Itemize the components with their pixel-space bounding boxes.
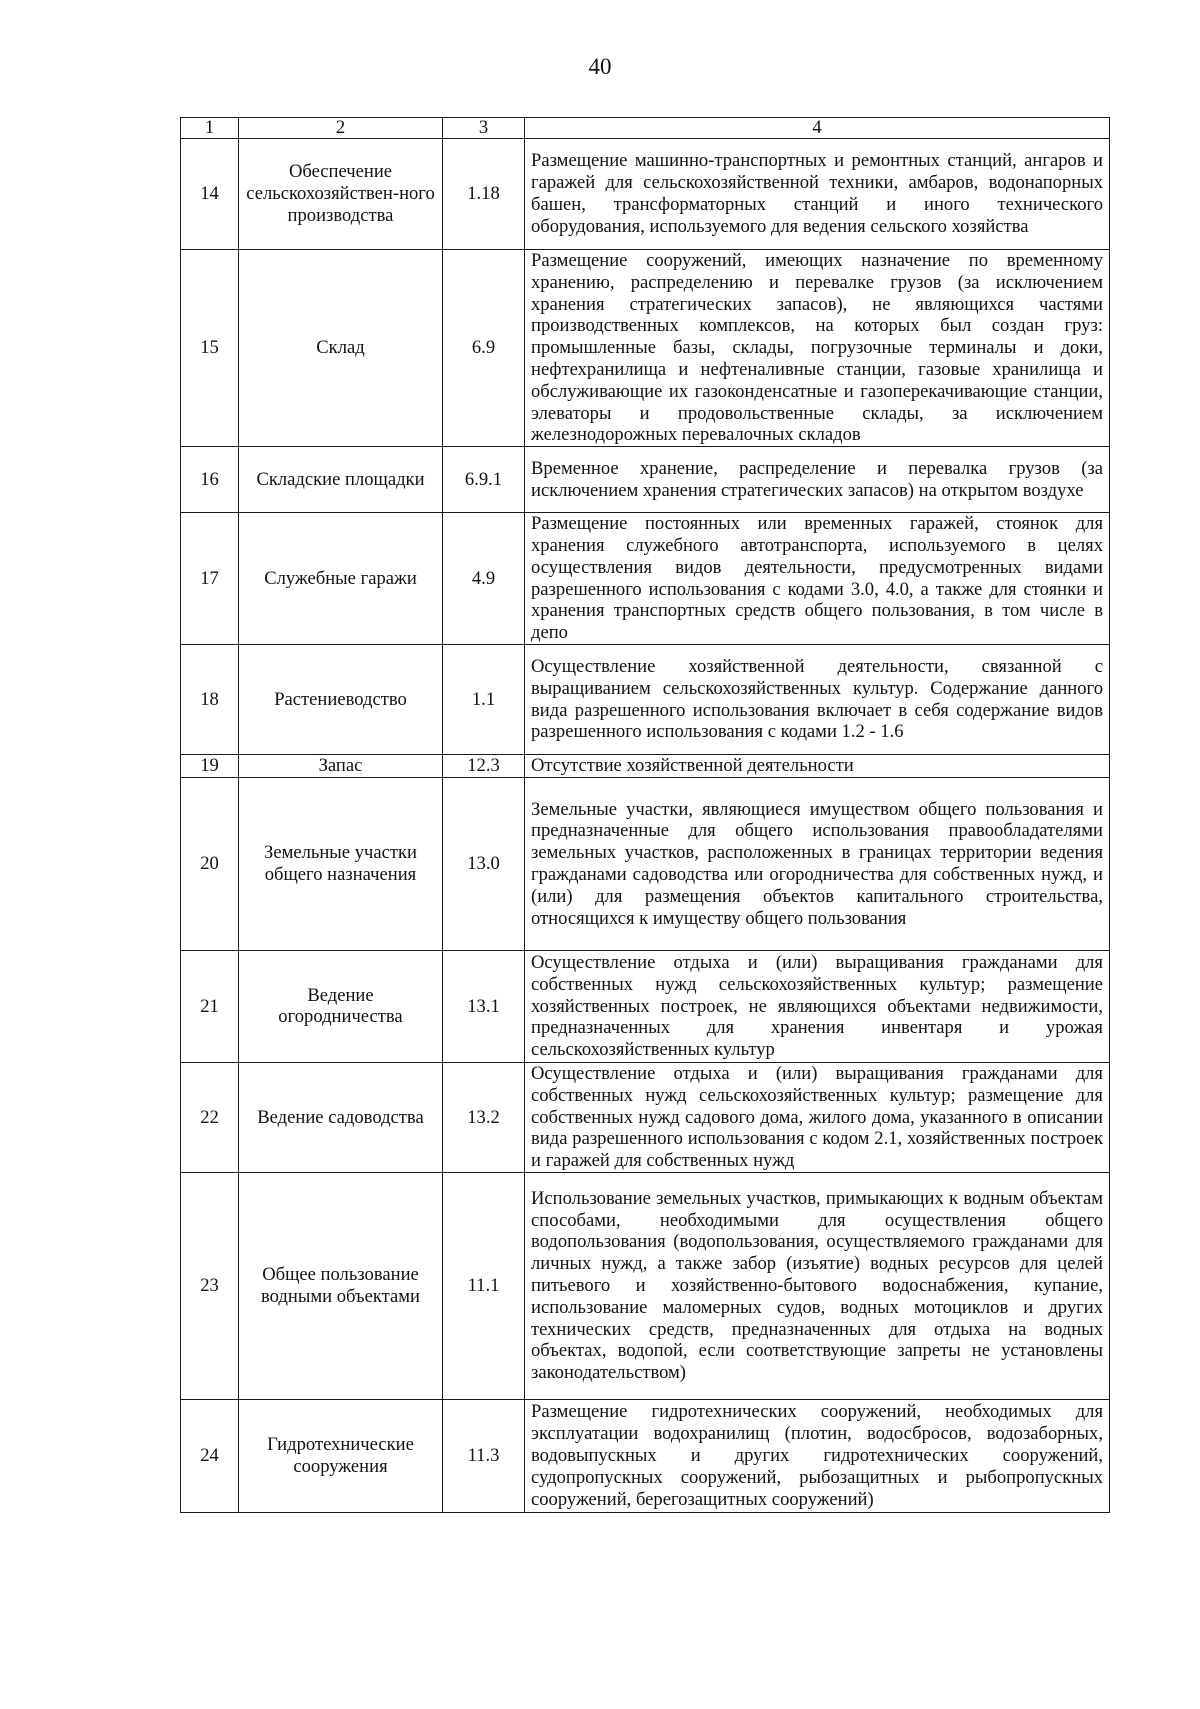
header-cell-2: 2 — [239, 118, 443, 139]
use-type-name: Склад — [239, 250, 443, 447]
use-type-code: 6.9 — [443, 250, 525, 447]
use-type-name: Обеспечение сельскохозяйствен-ного производства — [239, 139, 443, 250]
use-type-name: Земельные участки общего назначения — [239, 777, 443, 950]
use-type-name: Складские площадки — [239, 447, 443, 513]
use-type-description: Временное хранение, распределение и перевалка грузов (за исключением хранения стратегических запасов) на открытом воздухе — [525, 447, 1110, 513]
table-row — [181, 777, 1110, 950]
use-type-name: Гидротехнические сооружения — [239, 1399, 443, 1512]
use-type-name: Растениеводство — [239, 645, 443, 755]
table-row — [181, 250, 1110, 447]
use-type-description: Земельные участки, являющиеся имуществом общего пользования и предназначенные для общего использования правообладателями земельных участков, расположенных в границах территории ведения гражданами садоводства или огородничества для собственных нужд, и (или) для размещения объектов капитального строительства, относящихся к имуществу общего пользования — [525, 777, 1110, 950]
use-type-description: Размещение гидротехнических сооружений, необходимых для эксплуатации водохранилищ (плотин, водосбросов, водозаборных, водовыпускных и других гидротехнических сооружений, судопропускных сооружений, рыбозащитных и рыбопропускных сооружений, берегозащитных сооружений) — [525, 1399, 1110, 1512]
table-row — [181, 447, 1110, 513]
use-type-description: Размещение постоянных или временных гаражей, стоянок для хранения служебного автотранспорта, используемого в целях осуществления видов деятельности, предусмотренных видами разрешенного использования с кодами 3.0, 4.0, а также для стоянки и хранения транспортных средств общего пользования, в том числе в депо — [525, 513, 1110, 645]
use-type-code: 1.18 — [443, 139, 525, 250]
table-row — [181, 950, 1110, 1062]
use-type-description: Осуществление хозяйственной деятельности, связанной с выращиванием сельскохозяйственных культур. Содержание данного вида разрешенного использования включает в себя содержание видов разрешенного использования с кодами 1.2 - 1.6 — [525, 645, 1110, 755]
table-header-row — [181, 118, 1110, 139]
row-number: 22 — [181, 1062, 239, 1172]
row-number: 19 — [181, 755, 239, 778]
land-use-table — [180, 117, 1110, 1513]
use-type-name: Общее пользование водными объектами — [239, 1172, 443, 1399]
table-row — [181, 1399, 1110, 1512]
page-number: 40 — [588, 54, 612, 79]
row-number: 14 — [181, 139, 239, 250]
row-number: 17 — [181, 513, 239, 645]
table-row — [181, 755, 1110, 778]
row-number: 18 — [181, 645, 239, 755]
row-number: 20 — [181, 777, 239, 950]
row-number: 21 — [181, 950, 239, 1062]
use-type-description: Размещение сооружений, имеющих назначение по временному хранению, распределению и перевалке грузов (за исключением хранения стратегических запасов), не являющихся частями производственных комплексов, на которых был создан груз: промышленные базы, склады, погрузочные терминалы и доки, нефтехранилища и нефтеналивные станции, газовые хранилища и обслуживающие их газоконденсатные и газоперекачивающие станции, элеваторы и продовольственные склады, за исключением железнодорожных перевалочных складов — [525, 250, 1110, 447]
table-row — [181, 139, 1110, 250]
header-cell-1: 1 — [181, 118, 239, 139]
use-type-code: 13.2 — [443, 1062, 525, 1172]
row-number: 23 — [181, 1172, 239, 1399]
table-row — [181, 1172, 1110, 1399]
use-type-code: 6.9.1 — [443, 447, 525, 513]
use-type-name: Запас — [239, 755, 443, 778]
use-type-name: Служебные гаражи — [239, 513, 443, 645]
row-number: 16 — [181, 447, 239, 513]
use-type-description: Размещение машинно-транспортных и ремонтных станций, ангаров и гаражей для сельскохозяйственной техники, амбаров, водонапорных башен, трансформаторных станций и иного технического оборудования, используемого для ведения сельского хозяйства — [525, 139, 1110, 250]
use-type-name: Ведение садоводства — [239, 1062, 443, 1172]
header-cell-4: 4 — [525, 118, 1110, 139]
use-type-code: 13.0 — [443, 777, 525, 950]
use-type-code: 13.1 — [443, 950, 525, 1062]
use-type-code: 1.1 — [443, 645, 525, 755]
use-type-code: 4.9 — [443, 513, 525, 645]
table-row — [181, 513, 1110, 645]
row-number: 24 — [181, 1399, 239, 1512]
use-type-code: 11.3 — [443, 1399, 525, 1512]
row-number: 15 — [181, 250, 239, 447]
use-type-name: Ведение огородничества — [239, 950, 443, 1062]
use-type-description: Осуществление отдыха и (или) выращивания гражданами для собственных нужд сельскохозяйственных культур; размещение для собственных нужд садового дома, жилого дома, указанного в описании вида разрешенного использования с кодом 2.1, хозяйственных построек и гаражей для собственных нужд — [525, 1062, 1110, 1172]
use-type-description: Отсутствие хозяйственной деятельности — [525, 755, 1110, 778]
use-type-code: 12.3 — [443, 755, 525, 778]
table-row — [181, 1062, 1110, 1172]
table-row — [181, 645, 1110, 755]
use-type-code: 11.1 — [443, 1172, 525, 1399]
use-type-description: Использование земельных участков, примыкающих к водным объектам способами, необходимыми для осуществления общего водопользования (водопользования, осуществляемого гражданами для личных нужд, а также забор (изъятие) водных ресурсов для целей питьевого и хозяйственно-бытового водоснабжения, купание, использование маломерных судов, водных мотоциклов и других технических средств, предназначенных для отдыха на водных объектах, водопой, если соответствующие запреты не установлены законодательством) — [525, 1172, 1110, 1399]
use-type-description: Осуществление отдыха и (или) выращивания гражданами для собственных нужд сельскохозяйственных культур; размещение хозяйственных построек, не являющихся объектами недвижимости, предназначенных для хранения инвентаря и урожая сельскохозяйственных культур — [525, 950, 1110, 1062]
header-cell-3: 3 — [443, 118, 525, 139]
